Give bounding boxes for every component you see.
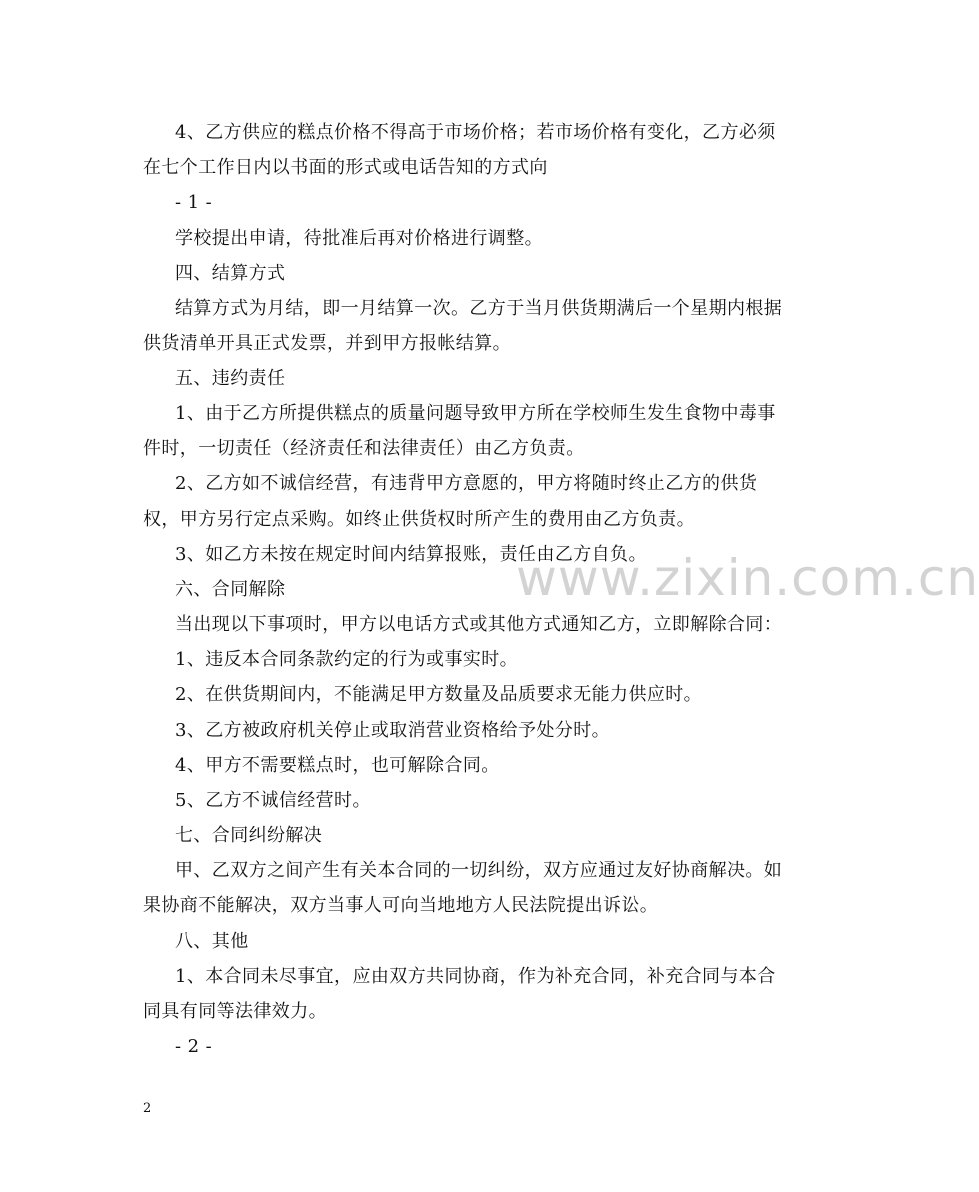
paragraph-line: 果协商不能解决，双方当事人可向当地地方人民法院提出诉讼。 bbox=[143, 895, 659, 916]
paragraph-line: 供货清单开具正式发票，并到甲方报帐结算。 bbox=[143, 333, 511, 354]
paragraph-line: 同具有同等法律效力。 bbox=[143, 1001, 327, 1022]
paragraph-line: 甲、乙双方之间产生有关本合同的一切纠纷，双方应通过友好协商解决。如 bbox=[175, 860, 783, 881]
paragraph-line: 2、在供货期间内，不能满足甲方数量及品质要求无能力供应时。 bbox=[175, 684, 703, 705]
section-heading: 六、合同解除 bbox=[175, 579, 286, 600]
paragraph-line: 2、乙方如不诚信经营，有违背甲方意愿的，甲方将随时终止乙方的供货 bbox=[175, 473, 758, 494]
section-heading: 七、合同纠纷解决 bbox=[175, 825, 323, 846]
paragraph-line: 件时，一切责任（经济责任和法律责任）由乙方负责。 bbox=[143, 438, 585, 459]
watermark: www.zixin.com.cn bbox=[516, 549, 979, 607]
section-heading: 八、其他 bbox=[175, 931, 249, 952]
paragraph-line: 结算方式为月结，即一月结算一次。乙方于当月供货期满后一个星期内根据 bbox=[175, 298, 783, 319]
paragraph-line: 在七个工作日内以书面的形式或电话告知的方式向 bbox=[143, 157, 548, 178]
paragraph-line: 权，甲方另行定点采购。如终止供货权时所产生的费用由乙方负责。 bbox=[143, 509, 695, 530]
inline-page-marker: - 2 - bbox=[175, 1036, 213, 1057]
paragraph-line: 1、由于乙方所提供糕点的质量问题导致甲方所在学校师生发生食物中毒事 bbox=[175, 403, 776, 424]
paragraph-line: 3、如乙方未按在规定时间内结算报账，责任由乙方自负。 bbox=[175, 544, 647, 565]
inline-page-marker: - 1 - bbox=[175, 192, 213, 213]
paragraph-line: 4、乙方供应的糕点价格不得高于市场价格；若市场价格有变化，乙方必须 bbox=[175, 122, 776, 143]
paragraph-line: 3、乙方被政府机关停止或取消营业资格给予处分时。 bbox=[175, 720, 611, 741]
page-number: 2 bbox=[143, 1101, 152, 1116]
paragraph-line: 学校提出申请，待批准后再对价格进行调整。 bbox=[175, 228, 543, 249]
paragraph-line: 1、违反本合同条款约定的行为或事实时。 bbox=[175, 649, 519, 670]
section-heading: 四、结算方式 bbox=[175, 263, 286, 284]
paragraph-line: 当出现以下事项时，甲方以电话方式或其他方式通知乙方，立即解除合同： bbox=[175, 614, 783, 635]
section-heading: 五、违约责任 bbox=[175, 368, 286, 389]
paragraph-line: 5、乙方不诚信经营时。 bbox=[175, 790, 371, 811]
paragraph-line: 1、本合同未尽事宜，应由双方共同协商，作为补充合同，补充合同与本合 bbox=[175, 966, 776, 987]
paragraph-line: 4、甲方不需要糕点时，也可解除合同。 bbox=[175, 755, 500, 776]
